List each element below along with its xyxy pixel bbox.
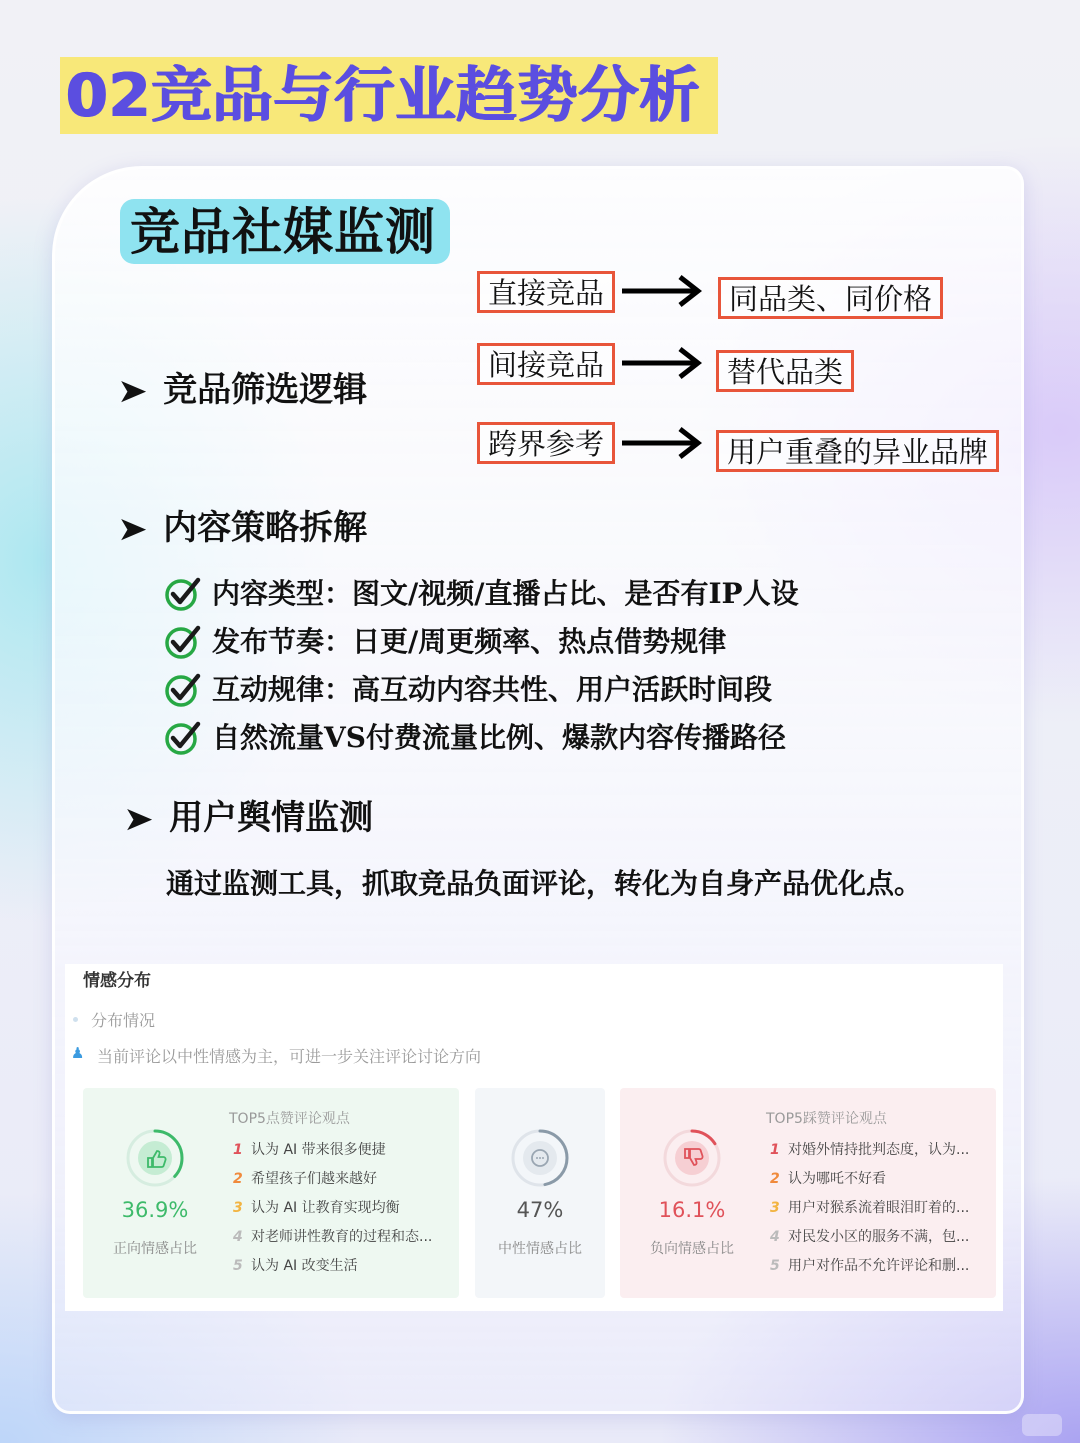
positive-ring <box>125 1128 185 1188</box>
top-list-text: 用户对作品不允许评论和删... <box>788 1258 970 1274</box>
screenshot-note <box>71 1044 482 1067</box>
negative-panel <box>620 1088 996 1298</box>
page-title: 02竞品与行业趋势分析 <box>66 61 701 131</box>
bullet-filter-logic <box>120 362 367 411</box>
neutral-ring <box>510 1128 570 1188</box>
bullet-arrow-icon: ➤ <box>118 374 147 409</box>
negative-percent: 16.1% <box>658 1198 726 1222</box>
rank-number: 3 <box>233 1200 243 1216</box>
bullet-arrow-icon: ➤ <box>118 512 147 547</box>
top-list-text: 希望孩子们越来越好 <box>251 1171 377 1187</box>
top-list-text: 认为 AI 改变生活 <box>251 1258 358 1274</box>
subtitle-text: 分布情况 <box>91 1011 156 1030</box>
negative-top-title: TOP5踩赞评论观点 <box>766 1111 887 1127</box>
flow-left-box: 间接竞品 <box>477 343 615 385</box>
check-circle-icon <box>164 720 202 756</box>
rank-number: 5 <box>233 1258 243 1274</box>
neutral-label: 中性情感占比 <box>498 1241 582 1257</box>
check-circle-icon <box>164 624 202 660</box>
positive-percent: 36.9% <box>121 1198 189 1222</box>
users-icon: ♟ <box>71 1044 85 1062</box>
neutral-percent: 47% <box>516 1198 564 1222</box>
rank-number: 1 <box>770 1142 780 1158</box>
rank-number: 5 <box>770 1258 780 1274</box>
bullet-sentiment <box>126 790 373 839</box>
sentiment-description: 通过监测工具，抓取竞品负面评论，转化为自身产品优化点。 <box>166 867 923 900</box>
flow-right-box: 同品类、同价格 <box>718 277 943 319</box>
right-arrow-icon <box>620 346 702 380</box>
bullet-dot-icon <box>73 1017 78 1022</box>
bullet-content-strategy <box>120 500 367 549</box>
check-item-text: 内容类型：图文/视频/直播占比、是否有IP人设 <box>212 577 799 610</box>
section-title: 竞品社媒监测 <box>130 203 436 261</box>
bullet-label: 竞品筛选逻辑 <box>163 370 368 410</box>
rank-number: 1 <box>233 1142 243 1158</box>
top-list-text: 认为 AI 带来很多便捷 <box>251 1142 386 1158</box>
screenshot-subtitle <box>91 1008 155 1031</box>
check-item-text: 发布节奏：日更/周更频率、热点借势规律 <box>212 625 727 658</box>
watermark <box>1022 1414 1062 1436</box>
sentiment-screenshot <box>65 964 1003 1311</box>
top-list-text: 对老师讲性教育的过程和态... <box>251 1229 433 1245</box>
check-circle-icon <box>164 672 202 708</box>
check-item-text: 自然流量VS付费流量比例、爆款内容传播路径 <box>212 721 786 754</box>
right-arrow-icon <box>620 426 702 460</box>
bullet-arrow-icon: ➤ <box>124 802 153 837</box>
negative-ring <box>662 1128 722 1188</box>
flow-left-box: 直接竞品 <box>477 271 615 313</box>
check-item-text: 互动规律：高互动内容共性、用户活跃时间段 <box>212 673 773 706</box>
right-arrow-icon <box>620 274 702 308</box>
top-list-text: 对婚外情持批判态度，认为... <box>788 1142 970 1158</box>
positive-panel <box>83 1088 459 1298</box>
top-list-text: 对民发小区的服务不满，包... <box>788 1229 970 1245</box>
bullet-label: 用户舆情监测 <box>169 798 374 838</box>
screenshot-title: 情感分布 <box>83 971 151 991</box>
rank-number: 2 <box>233 1171 243 1187</box>
positive-label: 正向情感占比 <box>113 1241 197 1257</box>
rank-number: 2 <box>770 1171 780 1187</box>
rank-number: 3 <box>770 1200 780 1216</box>
top-list-text: 用户对猴系流着眼泪盯着的... <box>788 1200 970 1216</box>
bullet-label: 内容策略拆解 <box>163 508 368 548</box>
negative-label: 负向情感占比 <box>650 1241 734 1257</box>
flow-left-box: 跨界参考 <box>477 422 615 464</box>
rank-number: 4 <box>233 1229 243 1245</box>
top-list-text: 认为 AI 让教育实现均衡 <box>251 1200 400 1216</box>
rank-number: 4 <box>770 1229 780 1245</box>
flow-right-box: 替代品类 <box>716 350 854 392</box>
check-circle-icon <box>164 576 202 612</box>
neutral-panel <box>475 1088 605 1298</box>
top-list-text: 认为哪吒不好看 <box>788 1171 886 1187</box>
positive-top-title: TOP5点赞评论观点 <box>229 1111 350 1127</box>
flow-right-box: 用户重叠的异业品牌 <box>716 430 999 472</box>
note-text: 当前评论以中性情感为主，可进一步关注评论讨论方向 <box>97 1047 482 1066</box>
